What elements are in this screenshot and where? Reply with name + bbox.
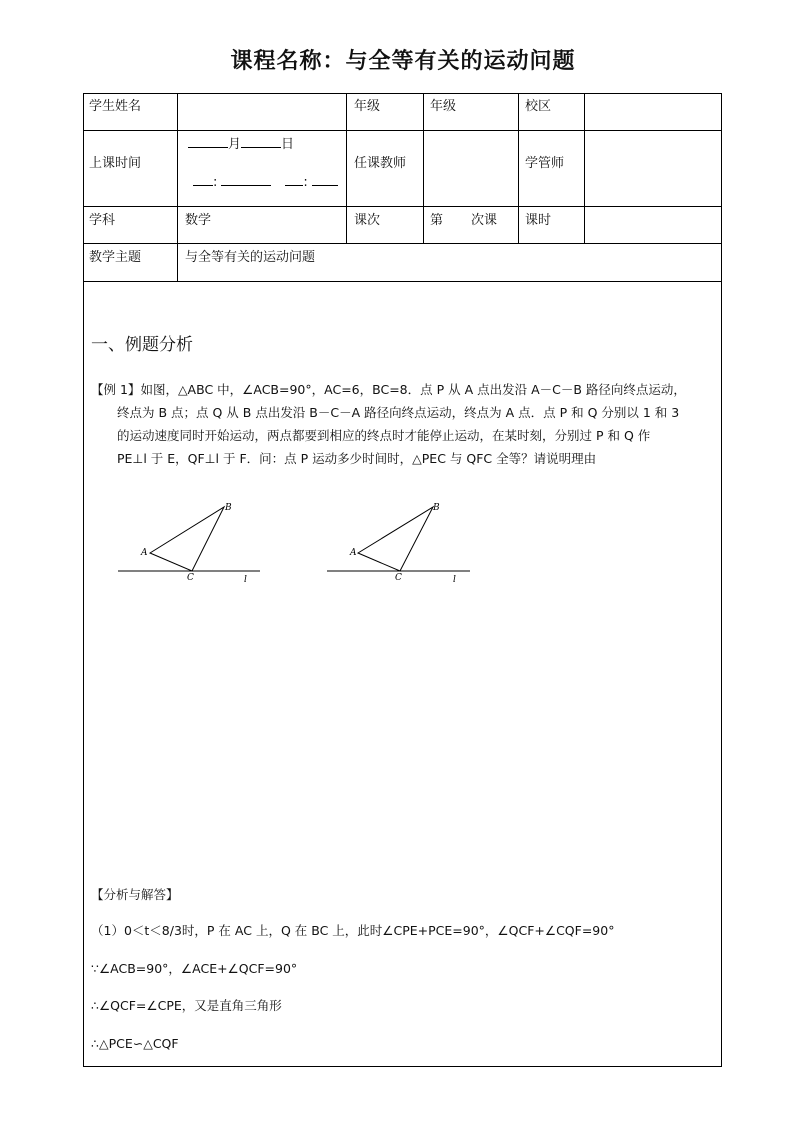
section-heading: 一、例题分析 — [91, 335, 193, 355]
triangle-figure-right — [327, 503, 470, 585]
table-col-divider — [346, 93, 347, 243]
student-name-label: 学生姓名 — [89, 99, 142, 114]
analysis-step-3: ∴∠QCF=∠CPE，又是直角三角形 — [91, 998, 282, 1013]
manager-label: 学管师 — [525, 156, 565, 171]
grade-label: 年级 — [354, 99, 381, 114]
label-b: B — [225, 503, 232, 513]
session-value: 第 次课 — [430, 213, 498, 228]
label-l: l — [244, 575, 247, 585]
triangle-figures — [110, 495, 490, 590]
page-title: 课程名称：与全等有关的运动问题 — [230, 48, 576, 74]
grade-value: 年级 — [430, 99, 457, 114]
label-c: C — [187, 573, 194, 583]
example-line: 终点为 B 点；点 Q 从 B 点出发沿 B－C－A 路径向终点运动，终点为 A 点．点 P 和 Q 分别以 1 和 3 — [117, 405, 680, 420]
table-row-divider — [83, 281, 722, 282]
subject-label: 学科 — [89, 213, 116, 228]
subject-value: 数学 — [185, 213, 212, 228]
table-col-divider — [584, 93, 585, 243]
table-row-divider — [83, 243, 722, 244]
hours-label: 课时 — [525, 213, 552, 228]
label-a: A — [350, 548, 357, 558]
label-b: B — [433, 503, 440, 513]
example-problem — [91, 378, 716, 470]
class-time-slot: : : — [193, 173, 338, 192]
analysis-step-4: ∴△PCE∽△CQF — [91, 1036, 179, 1051]
topic-value: 与全等有关的运动问题 — [185, 250, 316, 265]
example-line: PE⊥l 于 E，QF⊥l 于 F．问：点 P 运动多少时间时，△PEC 与 QFC 全等？请说明理由 — [117, 451, 597, 466]
table-col-divider — [423, 93, 424, 243]
analysis-step-1: （1）0＜t＜8/3时，P 在 AC 上，Q 在 BC 上，此时∠CPE+PCE=90°，∠QCF+∠CQF=90° — [91, 923, 615, 938]
analysis-step-2: ∵∠ACB=90°，∠ACE+∠QCF=90° — [91, 961, 298, 976]
topic-label: 教学主题 — [89, 250, 142, 265]
example-line: 的运动速度同时开始运动，两点都要到相应的终点时才能停止运动，在某时刻，分别过 P 和 Q 作 — [117, 428, 651, 443]
teacher-label: 任课教师 — [354, 156, 407, 171]
table-col-divider — [177, 93, 178, 281]
label-l: l — [453, 575, 456, 585]
table-row-divider — [83, 130, 722, 131]
analysis-heading: 【分析与解答】 — [91, 887, 179, 902]
table-row-divider — [83, 206, 722, 207]
triangle-figure-left — [118, 503, 260, 585]
campus-label: 校区 — [525, 99, 552, 114]
example-line: 【例 1】如图，△ABC 中，∠ACB=90°，AC=6，BC=8．点 P 从 A 点出发沿 A－C－B 路径向终点运动， — [91, 382, 686, 397]
class-date: 月 日 — [188, 135, 294, 154]
table-col-divider — [518, 93, 519, 243]
label-c: C — [395, 573, 402, 583]
example-tag: 【例 1】 — [91, 382, 141, 397]
session-label: 课次 — [354, 213, 381, 228]
label-a: A — [141, 548, 148, 558]
class-time-label: 上课时间 — [89, 156, 142, 171]
